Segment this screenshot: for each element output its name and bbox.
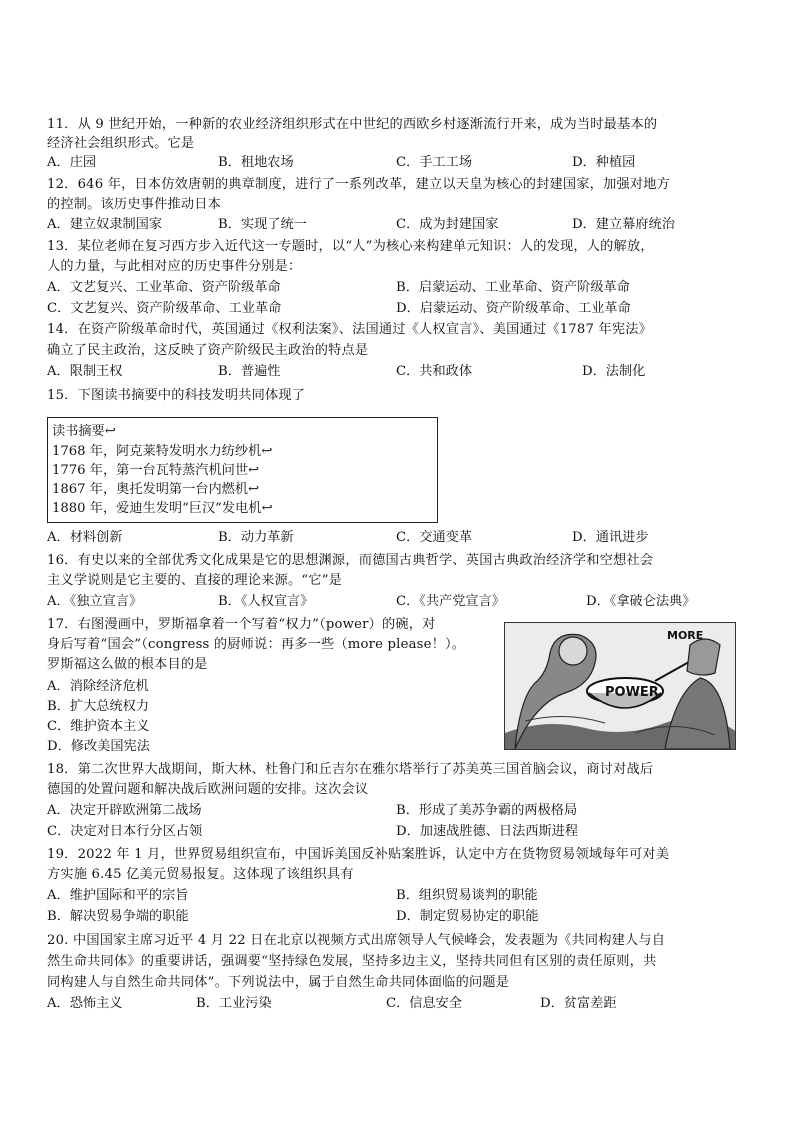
reading-note-1768: 1768 年，阿克莱特发明水力纺纱机↩ <box>52 444 273 459</box>
q14-option-c[interactable]: C．共和政体 <box>396 364 473 379</box>
q19-option-a[interactable]: A．维护国际和平的宗旨 <box>47 888 189 903</box>
q20-option-c[interactable]: C．信息安全 <box>386 996 463 1011</box>
reading-note-1867: 1867 年，奥托发明第一台内燃机↩ <box>52 482 260 497</box>
q16-option-a[interactable]: A．《独立宣言》 <box>47 594 143 609</box>
cartoon-power-label: POWER <box>605 685 659 700</box>
q14-stem-line1: 14．在资产阶级革命时代，英国通过《权利法案》、法国通过《人权宣言》、美国通过《1787 年宪法》 <box>47 322 653 337</box>
q20-stem-line1: 20. 中国国家主席习近平 4 月 22 日在北京以视频方式出席领导人气候峰会，发表题为《共同构建人与自 <box>47 933 666 948</box>
reading-notes-title: 读书摘要↩ <box>52 424 116 439</box>
q14-option-b[interactable]: B．普遍性 <box>218 364 281 379</box>
q12-option-d[interactable]: D．建立幕府统治 <box>572 217 675 232</box>
q11-option-d[interactable]: D．种植园 <box>572 155 636 170</box>
q13-stem-line2: 人的力量，与此相对应的历史事件分别是： <box>47 259 302 274</box>
q19-option-c[interactable]: B．解决贸易争端的职能 <box>47 909 189 924</box>
q20-stem-line2: 然生命共同体》的重要讲话，强调要“坚持绿色发展，坚持多边主义，坚持共同但有区别的责任原则，共 <box>47 954 657 969</box>
q15-option-d[interactable]: D．通讯进步 <box>572 530 649 545</box>
reading-notes-box <box>47 417 438 523</box>
q11-option-b[interactable]: B．租地农场 <box>218 155 294 170</box>
q19-option-d[interactable]: D．制定贸易协定的职能 <box>396 909 539 924</box>
q18-option-c[interactable]: C．决定对日本行分区占领 <box>47 824 203 839</box>
q20-option-b[interactable]: B．工业污染 <box>196 996 272 1011</box>
q19-option-b[interactable]: B．组织贸易谈判的职能 <box>396 888 538 903</box>
q17-option-a[interactable]: A．消除经济危机 <box>47 679 149 694</box>
reading-note-1776: 1776 年，第一台瓦特蒸汽机问世↩ <box>52 463 260 478</box>
q20-option-a[interactable]: A．恐怖主义 <box>47 996 123 1011</box>
cartoon-more-label: MORE <box>667 629 704 642</box>
q12-option-b[interactable]: B．实现了统一 <box>218 217 307 232</box>
q12-stem-line2: 的控制。该历史事件推动日本 <box>47 197 222 212</box>
q14-stem-line2: 确立了民主政治，这反映了资产阶级民主政治的特点是 <box>47 343 369 358</box>
q12-option-c[interactable]: C．成为封建国家 <box>396 217 499 232</box>
q20-stem-line3: 同构建人与自然生命共同体”。下列说法中，属于自然生命共同体面临的问题是 <box>47 975 510 990</box>
q17-stem-line3: 罗斯福这么做的根本目的是 <box>47 657 208 672</box>
q19-stem-line1: 19．2022 年 1 月，世界贸易组织宣布，中国诉美国反补贴案胜诉，认定中方在货物贸易领域每年可对美 <box>47 847 670 862</box>
q18-option-a[interactable]: A．决定开辟欧洲第二战场 <box>47 803 202 818</box>
q14-option-a[interactable]: A．限制王权 <box>47 364 123 379</box>
q16-option-b[interactable]: B．《人权宣言》 <box>218 594 314 609</box>
q13-option-d[interactable]: D．启蒙运动、资产阶级革命、工业革命 <box>396 301 631 316</box>
q17-stem-line1: 17．右图漫画中，罗斯福拿着一个写着“权力”（power）的碗，对 <box>47 617 436 632</box>
q11-stem-line1: 11．从 9 世纪开始，一种新的农业经济组织形式在中世纪的西欧乡村逐渐流行开来，成为当时最基本的 <box>47 117 658 132</box>
q16-option-c[interactable]: C．《共产党宣言》 <box>396 594 505 609</box>
q19-stem-line2: 方实施 6.45 亿美元贸易报复。这体现了该组织具有 <box>47 867 354 882</box>
cartoon-drawing <box>505 623 735 749</box>
q18-option-b[interactable]: B．形成了美苏争霸的两极格局 <box>396 803 578 818</box>
q11-stem-line2: 经济社会组织形式。它是 <box>47 136 195 151</box>
q20-option-d[interactable]: D．贫富差距 <box>540 996 617 1011</box>
q15-option-c[interactable]: C．交通变革 <box>396 530 473 545</box>
q11-option-a[interactable]: A．庄园 <box>47 155 97 170</box>
q17-option-d[interactable]: D．修改美国宪法 <box>47 739 150 754</box>
q13-option-c[interactable]: C．文艺复兴、资产阶级革命、工业革命 <box>47 301 282 316</box>
reading-note-1880: 1880 年，爱迪生发明“巨汉”发电机↩ <box>52 501 273 516</box>
q17-option-c[interactable]: C．维护资本主义 <box>47 719 150 734</box>
q15-option-a[interactable]: A．材料创新 <box>47 530 123 545</box>
q13-stem-line1: 13．某位老师在复习西方步入近代这一专题时，以“人”为核心来构建单元知识：人的发现，人的解放， <box>47 239 654 254</box>
q18-stem-line2: 德国的处置问题和解决战后欧洲问题的安排。这次会议 <box>47 782 369 797</box>
q17-option-b[interactable]: B．扩大总统权力 <box>47 699 150 714</box>
q18-stem-line1: 18．第二次世界大战期间，斯大林、杜鲁门和丘吉尔在雅尔塔举行了苏美英三国首脑会议，商讨对战后 <box>47 762 654 777</box>
q11-option-c[interactable]: C．手工工场 <box>396 155 473 170</box>
q14-option-d[interactable]: D．法制化 <box>582 364 646 379</box>
q13-option-b[interactable]: B．启蒙运动、工业革命、资产阶级革命 <box>396 280 630 295</box>
q12-stem-line1: 12．646 年，日本仿效唐朝的典章制度，进行了一系列改革，建立以天皇为核心的封建国家，加强对地方 <box>47 177 671 192</box>
q17-stem-line2: 身后写着“国会”（congress 的厨师说：再多一些（more please！）。 <box>47 637 466 652</box>
roosevelt-cartoon-image <box>504 622 736 750</box>
q16-stem-line1: 16．有史以来的全部优秀文化成果是它的思想渊源，而德国古典哲学、英国古典政治经济学和空想社会 <box>47 553 654 568</box>
q12-option-a[interactable]: A．建立奴隶制国家 <box>47 217 163 232</box>
q15-stem-line1: 15．下图读书摘要中的科技发明共同体现了 <box>47 388 306 403</box>
q18-option-d[interactable]: D．加速战胜德、日法西斯进程 <box>396 824 579 839</box>
q15-option-b[interactable]: B．动力革新 <box>218 530 294 545</box>
q16-stem-line2: 主义学说则是它主要的、直接的理论来源。“它”是 <box>47 573 343 588</box>
q13-option-a[interactable]: A．文艺复兴、工业革命、资产阶级革命 <box>47 280 281 295</box>
q16-option-d[interactable]: D．《拿破仑法典》 <box>586 594 696 609</box>
